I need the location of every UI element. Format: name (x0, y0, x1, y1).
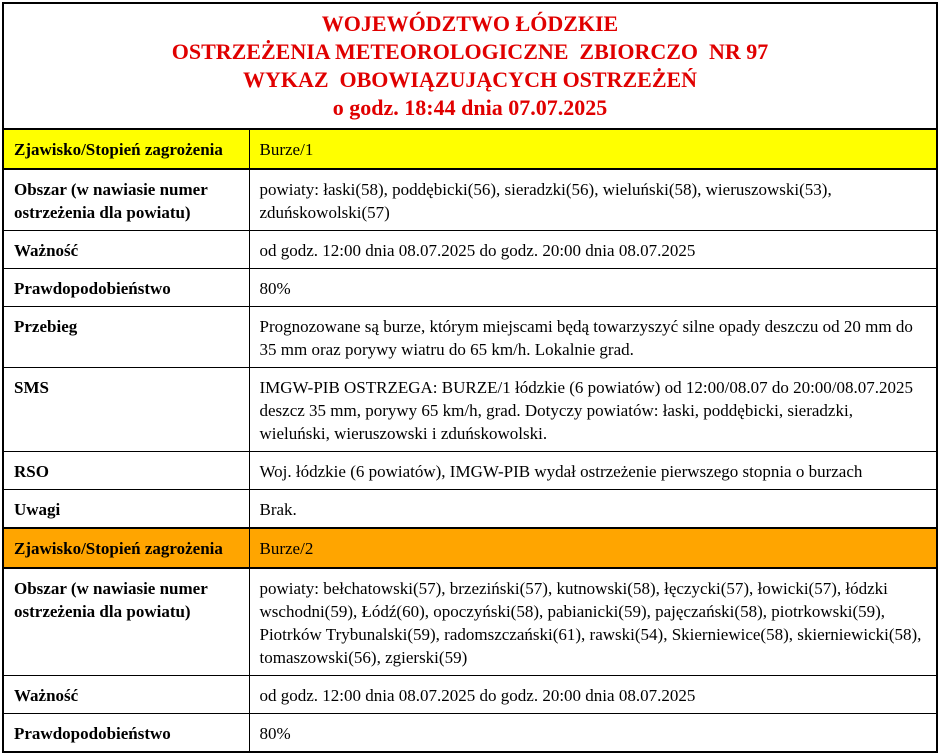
row-value: od godz. 12:00 dnia 08.07.2025 do godz. 20:00 dnia 08.07.2025 (249, 676, 937, 714)
warning-table (2, 2, 938, 753)
row-value: Prognozowane są burze, którym miejscami będą towarzyszyć silne opady deszczu od 20 mm do 35 mm oraz porywy wiatru do 65 km/h. Lokalnie grad. (249, 307, 937, 368)
row-label: Przebieg (3, 307, 249, 368)
row-value: Brak. (249, 490, 937, 529)
table-row-area-2 (3, 568, 937, 676)
table-row-sms-1 (3, 368, 937, 452)
row-value: IMGW-PIB OSTRZEGA: BURZE/1 łódzkie (6 powiatów) od 12:00/08.07 do 20:00/08.07.2025 deszcz 35 mm, porywy 65 km/h, grad. Dotyczy powiatów: łaski, poddębicki, sieradzki, wieluński, wieruszowski i zduńskowolski. (249, 368, 937, 452)
row-label: Obszar (w nawiasie numer ostrzeżenia dla powiatu) (3, 169, 249, 231)
row-label: Uwagi (3, 490, 249, 529)
table-row-remarks-1 (3, 490, 937, 529)
table-row-phenomenon-1 (3, 129, 937, 169)
row-value: od godz. 12:00 dnia 08.07.2025 do godz. 20:00 dnia 08.07.2025 (249, 231, 937, 269)
header-subtitle: WYKAZ OBOWIĄZUJĄCYCH OSTRZEŻEŃ (242, 67, 698, 92)
row-label: Prawdopodobieństwo (3, 714, 249, 753)
document-header (3, 3, 937, 129)
row-value: Burze/2 (249, 528, 937, 568)
table-row-course-1 (3, 307, 937, 368)
header-issue-datetime: o godz. 18:44 dnia 07.07.2025 (332, 95, 608, 120)
table-row-validity-2 (3, 676, 937, 714)
row-value: Woj. łódzkie (6 powiatów), IMGW-PIB wydał ostrzeżenie pierwszego stopnia o burzach (249, 452, 937, 490)
row-value: Burze/1 (249, 129, 937, 169)
header-row (3, 3, 937, 129)
table-row-validity-1 (3, 231, 937, 269)
row-value: 80% (249, 269, 937, 307)
row-value: 80% (249, 714, 937, 753)
header-bulletin-title: OSTRZEŻENIA METEOROLOGICZNE ZBIORCZO NR 97 (171, 39, 769, 64)
row-value: powiaty: łaski(58), poddębicki(56), sieradzki(56), wieluński(58), wieruszowski(53), zduńskowolski(57) (249, 169, 937, 231)
row-value: powiaty: bełchatowski(57), brzeziński(57), kutnowski(58), łęczycki(57), łowicki(57), łódzki wschodni(59), Łódź(60), opoczyński(58), pabianicki(59), pajęczański(58), piotrkowski(59), Piotrków Trybunalski(59), radomszczański(61), rawski(54), Skierniewice(58), skierniewicki(58), tomaszowski(56), zgierski(59) (249, 568, 937, 676)
row-label: SMS (3, 368, 249, 452)
row-label: Zjawisko/Stopień zagrożenia (3, 129, 249, 169)
header-voivodeship: WOJEWÓDZTWO ŁÓDZKIE (321, 11, 619, 36)
row-label: Obszar (w nawiasie numer ostrzeżenia dla powiatu) (3, 568, 249, 676)
table-row-probability-1 (3, 269, 937, 307)
table-row-area-1 (3, 169, 937, 231)
row-label: Zjawisko/Stopień zagrożenia (3, 528, 249, 568)
row-label: Ważność (3, 676, 249, 714)
table-row-phenomenon-2 (3, 528, 937, 568)
row-label: RSO (3, 452, 249, 490)
row-label: Ważność (3, 231, 249, 269)
table-row-rso-1 (3, 452, 937, 490)
row-label: Prawdopodobieństwo (3, 269, 249, 307)
table-row-probability-2 (3, 714, 937, 753)
